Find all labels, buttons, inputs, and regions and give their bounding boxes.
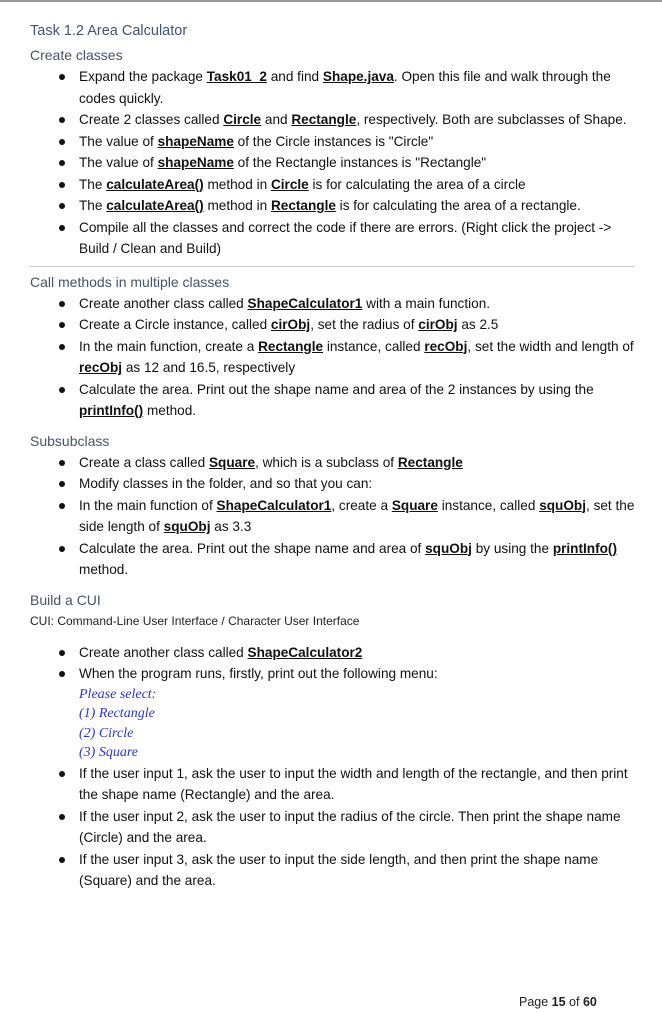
item-text: Create another class called bbox=[79, 295, 248, 311]
section-heading: Subsubclass bbox=[30, 432, 110, 449]
list-item bbox=[30, 495, 635, 538]
top-rule bbox=[0, 0, 662, 2]
code-keyword: squObj bbox=[539, 497, 587, 513]
item-text: In the main function of bbox=[79, 497, 217, 513]
list-item bbox=[30, 379, 635, 422]
bullet-icon bbox=[59, 182, 65, 188]
code-keyword: Circle bbox=[270, 176, 309, 192]
code-keyword: Rectangle bbox=[397, 454, 463, 470]
bullet-icon bbox=[59, 117, 65, 123]
code-keyword: cirObj bbox=[270, 317, 311, 332]
code-keyword: squObj bbox=[163, 519, 211, 534]
bullet-list bbox=[30, 293, 635, 422]
item-text: method. bbox=[143, 403, 197, 418]
item-text: Expand the package bbox=[79, 69, 207, 84]
list-item bbox=[30, 763, 635, 806]
code-keyword: Square bbox=[208, 454, 256, 470]
code-keyword: recObj bbox=[424, 338, 468, 354]
item-text: . Open this file and walk through the codes quickly. bbox=[79, 69, 611, 106]
item-text: Modify classes in the folder, and so that you can: bbox=[79, 476, 373, 491]
item-text: Create a Circle instance, called bbox=[79, 317, 271, 332]
item-text: Create a class called bbox=[79, 454, 209, 470]
section-subnote: CUI: Command-Line User Interface / Character User Interface bbox=[30, 613, 360, 628]
list-item bbox=[30, 293, 635, 315]
item-text: method in bbox=[203, 176, 271, 192]
item-text: The value of bbox=[79, 155, 158, 170]
section-heading: Call methods in multiple classes bbox=[30, 273, 230, 290]
list-item bbox=[30, 336, 635, 379]
item-text: instance, called bbox=[323, 338, 425, 354]
list-item bbox=[30, 849, 635, 892]
item-text: as 12 and 16.5, respectively bbox=[122, 360, 296, 375]
code-keyword: Circle bbox=[223, 112, 262, 127]
item-text: , create a bbox=[331, 497, 392, 513]
footer-of: of bbox=[565, 995, 583, 1009]
section bbox=[30, 46, 635, 260]
bullet-icon bbox=[59, 671, 65, 677]
menu-line: (2) Circle bbox=[79, 725, 134, 741]
bullet-icon bbox=[59, 160, 65, 166]
bullet-icon bbox=[59, 650, 65, 656]
code-keyword: Shape.java bbox=[322, 69, 394, 84]
item-text: , which is a subclass of bbox=[255, 454, 398, 470]
list-item bbox=[30, 217, 635, 260]
item-text: , set the side length of bbox=[79, 497, 635, 534]
item-text: as 2.5 bbox=[457, 317, 499, 332]
list-item bbox=[30, 314, 635, 336]
item-text: The value of bbox=[79, 133, 158, 149]
item-text: and find bbox=[266, 69, 323, 84]
item-text: and bbox=[261, 112, 292, 127]
list-item bbox=[30, 806, 635, 849]
item-text: , respectively. Both are subclasses of Shape. bbox=[356, 112, 627, 127]
item-text: as 3.3 bbox=[210, 519, 252, 534]
list-item bbox=[30, 174, 635, 196]
bullet-icon bbox=[59, 322, 65, 328]
section-spacer bbox=[30, 581, 635, 591]
bullet-icon bbox=[59, 814, 65, 820]
bullet-icon bbox=[59, 481, 65, 487]
code-keyword: cirObj bbox=[418, 317, 458, 332]
list-item bbox=[30, 663, 635, 763]
item-text: Calculate the area. Print out the shape name and area of bbox=[79, 540, 426, 556]
item-text: method. bbox=[79, 562, 129, 577]
code-keyword: Rectangle bbox=[291, 112, 357, 127]
code-keyword: ShapeCalculator1 bbox=[216, 497, 332, 513]
bullet-icon bbox=[59, 344, 65, 350]
bullet-icon bbox=[59, 857, 65, 863]
code-keyword: ShapeCalculator2 bbox=[247, 644, 363, 660]
code-keyword: shapeName bbox=[157, 155, 234, 170]
item-text: method in bbox=[203, 198, 271, 213]
code-keyword: recObj bbox=[79, 360, 123, 375]
code-keyword: calculateArea() bbox=[106, 176, 204, 192]
bullet-list bbox=[30, 452, 635, 581]
section-heading: Create classes bbox=[30, 47, 123, 63]
document-page bbox=[30, 22, 635, 892]
list-item bbox=[30, 66, 635, 109]
bullet-icon bbox=[59, 301, 65, 307]
total-pages: 60 bbox=[582, 995, 597, 1009]
page-footer bbox=[519, 995, 597, 1009]
code-keyword: Rectangle bbox=[270, 198, 336, 213]
code-keyword: ShapeCalculator1 bbox=[247, 295, 363, 311]
item-text: Create 2 classes called bbox=[79, 112, 224, 127]
bullet-icon bbox=[59, 74, 65, 80]
code-keyword: calculateArea() bbox=[106, 198, 204, 213]
section bbox=[30, 591, 635, 892]
task-title: Task 1.2 Area Calculator bbox=[30, 23, 188, 39]
console-menu bbox=[79, 685, 635, 763]
bullet-icon bbox=[59, 771, 65, 777]
item-text: of the Circle instances is "Circle" bbox=[233, 133, 434, 149]
item-text: Calculate the area. Print out the shape name and area of the 2 instances by using the bbox=[79, 381, 594, 397]
sections bbox=[30, 46, 635, 892]
list-item bbox=[30, 452, 635, 474]
list-item bbox=[30, 473, 635, 495]
bullet-icon bbox=[59, 546, 65, 552]
current-page: 15 bbox=[551, 995, 566, 1009]
bullet-icon bbox=[59, 225, 65, 231]
item-text: When the program runs, firstly, print out the following menu: bbox=[79, 666, 438, 681]
item-text: is for calculating the area of a circle bbox=[308, 176, 526, 192]
section-spacer bbox=[30, 422, 635, 432]
bullet-list bbox=[30, 642, 635, 892]
list-item bbox=[30, 538, 635, 581]
item-text: The bbox=[79, 198, 107, 213]
item-text: In the main function, create a bbox=[79, 338, 259, 354]
bullet-icon bbox=[59, 387, 65, 393]
item-text: If the user input 2, ask the user to input the radius of the circle. Then print the shape name (Circle) and the area. bbox=[79, 808, 621, 845]
bullet-icon bbox=[59, 460, 65, 466]
bullet-icon bbox=[59, 139, 65, 145]
bullet-icon bbox=[59, 503, 65, 509]
item-text: with a main function. bbox=[362, 295, 491, 311]
code-keyword: Rectangle bbox=[258, 338, 324, 354]
item-text: of the Rectangle instances is "Rectangle" bbox=[233, 155, 487, 170]
menu-line: Please select: bbox=[79, 686, 157, 702]
code-keyword: printInfo() bbox=[552, 540, 617, 556]
code-keyword: printInfo() bbox=[79, 403, 144, 418]
code-keyword: Task01_2 bbox=[206, 69, 267, 84]
menu-line: (1) Rectangle bbox=[79, 706, 155, 721]
item-text: If the user input 3, ask the user to input the side length, and then print the shape name (Square) and the area. bbox=[79, 851, 599, 888]
section-heading: Build a CUI bbox=[30, 591, 101, 608]
code-keyword: squObj bbox=[425, 540, 472, 556]
item-text: instance, called bbox=[437, 497, 540, 513]
item-text: The bbox=[79, 176, 107, 192]
item-text: Compile all the classes and correct the code if there are errors. (Right click the project -> Build / Clean and Build) bbox=[79, 219, 612, 256]
section-spacer bbox=[30, 260, 635, 264]
code-keyword: Square bbox=[391, 497, 438, 513]
bullet-icon bbox=[59, 203, 65, 209]
section bbox=[30, 432, 635, 581]
section bbox=[30, 273, 635, 422]
list-item bbox=[30, 152, 635, 174]
item-text: by using the bbox=[471, 540, 553, 556]
item-text: , set the radius of bbox=[310, 317, 419, 332]
item-text: Create another class called bbox=[79, 644, 248, 660]
footer-prefix: Page bbox=[519, 995, 552, 1009]
item-text: , set the width and length of bbox=[467, 338, 634, 354]
list-item bbox=[30, 131, 635, 153]
section-divider bbox=[30, 266, 635, 267]
list-item bbox=[30, 642, 635, 664]
menu-line: (3) Square bbox=[79, 745, 138, 760]
item-text: If the user input 1, ask the user to input the width and length of the rectangle, and then print the shape name (Rectangle) and the area. bbox=[79, 765, 628, 802]
code-keyword: shapeName bbox=[157, 133, 234, 149]
list-item bbox=[30, 109, 635, 131]
list-item bbox=[30, 195, 635, 217]
item-text: is for calculating the area of a rectangle. bbox=[335, 198, 581, 213]
bullet-list bbox=[30, 66, 635, 260]
